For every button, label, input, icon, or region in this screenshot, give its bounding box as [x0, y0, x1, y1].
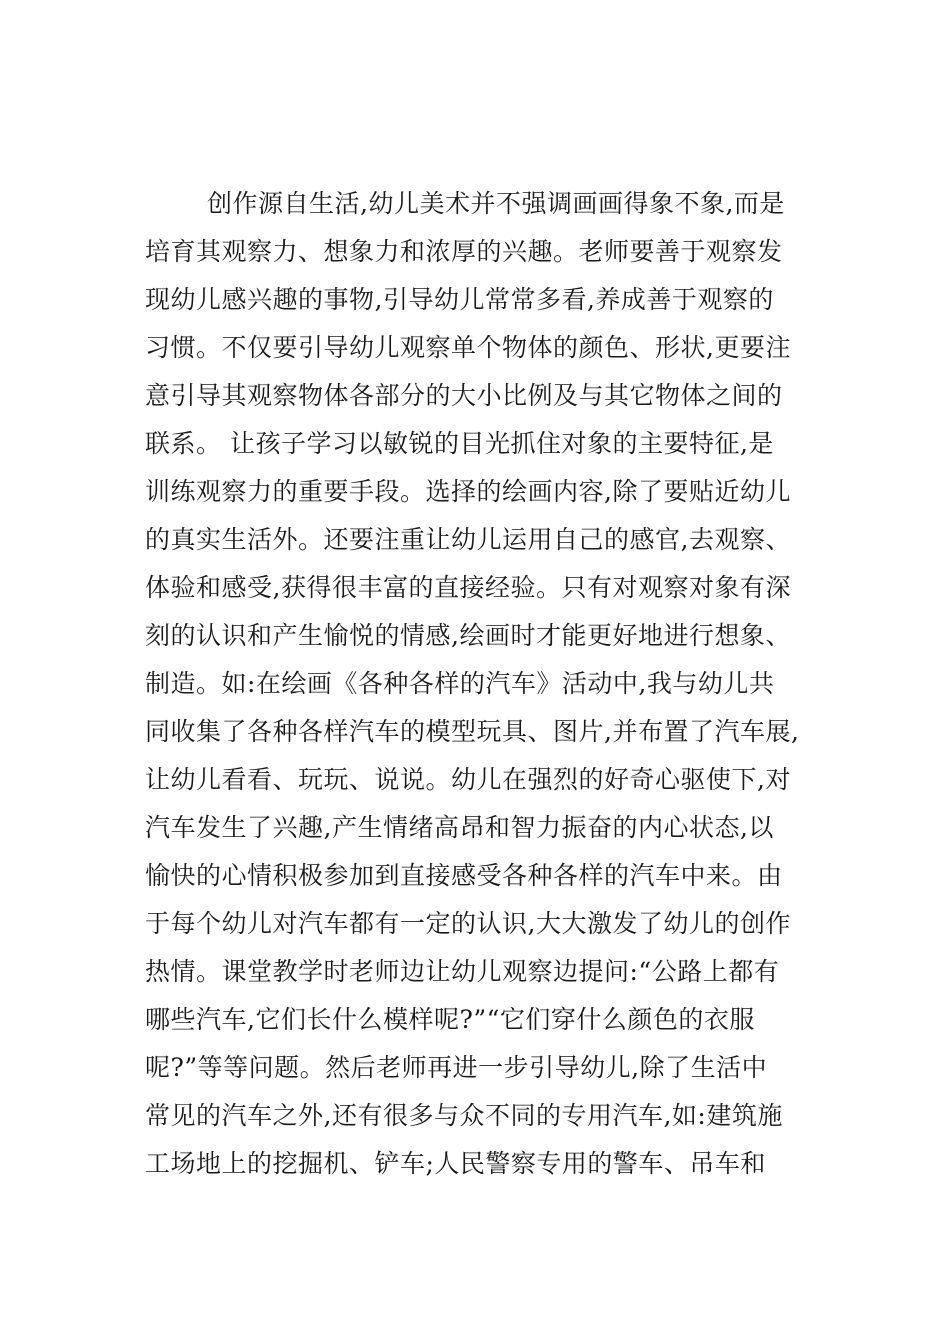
text-line: 热情。课堂教学时老师边让幼儿观察边提问:“公路上都有: [145, 957, 780, 986]
text-line: 哪些汽车,它们长什么模样呢?”“它们穿什么颜色的衣服: [145, 1005, 755, 1034]
text-line: 现幼儿感兴趣的事物,引导幼儿常常多看,养成善于观察的: [145, 285, 774, 314]
text-line: 制造。如:在绘画《各种各样的汽车》活动中,我与幼儿共: [145, 669, 775, 698]
text-line: 同收集了各种各样汽车的模型玩具、图片,并布置了汽车展,: [145, 717, 800, 746]
text-line: 意引导其观察物体各部分的大小比例及与其它物体之间的: [145, 381, 783, 410]
text-line: 常见的汽车之外,还有很多与众不同的专用汽车,如:建筑施: [145, 1101, 783, 1130]
text-line: 呢?”等等问题。然后老师再进一步引导幼儿,除了生活中: [145, 1053, 768, 1082]
text-line: 愉快的心情积极参加到直接感受各种各样的汽车中来。由: [145, 861, 783, 890]
text-line: 于每个幼儿对汽车都有一定的认识,大大激发了幼儿的创作: [145, 909, 791, 938]
text-line: 汽车发生了兴趣,产生情绪高昂和智力振奋的内心状态,以: [145, 813, 774, 842]
text-line: 习惯。不仅要引导幼儿观察单个物体的颜色、形状,更要注: [145, 333, 791, 362]
paragraph: [145, 180, 810, 1188]
text-line: 训练观察力的重要手段。选择的绘画内容,除了要贴近幼儿: [145, 477, 791, 506]
text-line: 创作源自生活,幼儿美术并不强调画画得象不象,而是: [207, 189, 785, 218]
text-line: 体验和感受,获得很丰富的直接经验。只有对观察对象有深: [145, 573, 791, 602]
text-line: 培育其观察力、想象力和浓厚的兴趣。老师要善于观察发: [145, 237, 783, 266]
text-line: 的真实生活外。还要注重让幼儿运用自己的感官,去观察、: [145, 525, 791, 554]
text-line: 刻的认识和产生愉悦的情感,绘画时才能更好地进行想象、: [145, 621, 791, 650]
text-line: 工场地上的挖掘机、铲车;人民警察专用的警车、吊车和: [145, 1149, 766, 1178]
text-line: 让幼儿看看、玩玩、说说。幼儿在强烈的好奇心驱使下,对: [145, 765, 791, 794]
text-line: 联系。 让孩子学习以敏锐的目光抓住对象的主要特征,是: [145, 429, 774, 458]
